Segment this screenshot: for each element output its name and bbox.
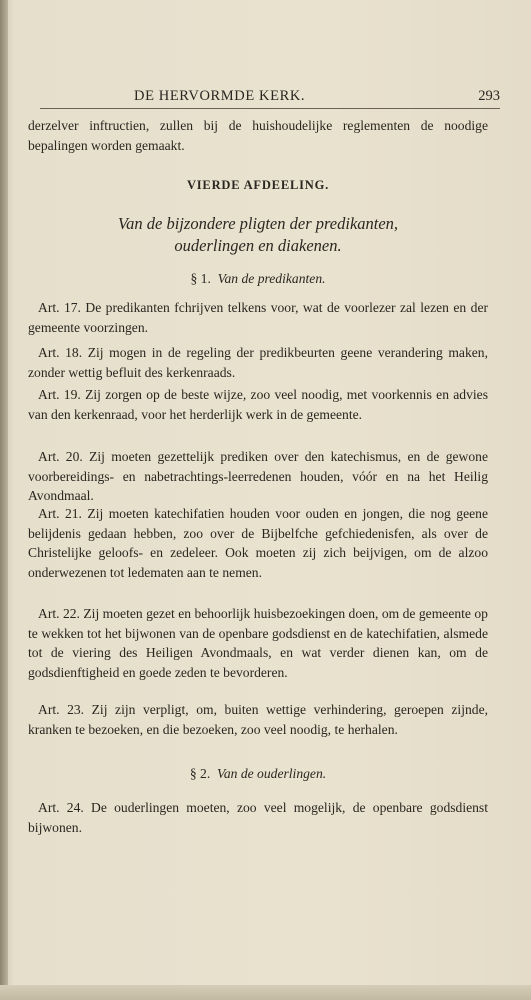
article: [28, 604, 488, 682]
article-number: Art. 20.: [38, 449, 90, 464]
page-gutter-shadow: [0, 0, 8, 1000]
article: [28, 343, 488, 382]
article-number: Art. 21.: [38, 506, 88, 521]
article-text: Zij mogen in de regeling der predikbeurten geene verandering maken, zonder wettig befluit des kerkenraads.: [28, 345, 488, 380]
paragraph-number: § 1.: [190, 271, 211, 286]
article: [28, 447, 488, 506]
page-number: 293: [478, 88, 500, 104]
article: [28, 298, 488, 337]
page-bottom-edge: [0, 985, 531, 1000]
section-title-line-1: Van de bijzondere pligten der predikanten,: [117, 214, 399, 233]
article-number: Art. 17.: [38, 300, 86, 315]
running-head-title: DE HERVORMDE KERK.: [134, 88, 306, 104]
article-text: Zij moeten gezet en behoorlijk huisbezoekingen doen, om de gemeente op te wekken tot het bijwonen van de openbare godsdienst en de katechifatien, alsmede tot de viering des Heiligen Avondmaals, en wat verder dienen kan, om de godsdienftigheid en goede zeden te bevorderen.: [28, 606, 488, 680]
article-text: Zij zorgen op de beste wijze, zoo veel noodig, met voorkennis en advies van den kerkenraad, voor het herderlijk werk in de gemeente.: [28, 387, 488, 422]
article-number: Art. 24.: [38, 800, 92, 815]
section-title-line-2: ouderlingen en diakenen.: [174, 236, 342, 255]
paragraph-heading-1: [28, 271, 488, 287]
article: [28, 798, 488, 837]
article-text: De ouderlingen moeten, zoo veel mogelijk, de openbare godsdienst bijwonen.: [28, 800, 488, 835]
article: [28, 700, 488, 739]
article-text: Zij moeten katechifatien houden voor ouden en jongen, die nog geene belijdenis gedaan hebben, zoo over de Bijbelfche gefchiedenisfen, als over de Christelijke geloofs- en zedeleer. Ook moeten zij zich beijvigen, om de alzoo onderwezenen tot ledematen aan te nemen.: [28, 506, 488, 580]
article: [28, 504, 488, 582]
article-number: Art. 19.: [38, 387, 86, 402]
paragraph-title: Van de ouderlingen.: [217, 766, 327, 781]
section-heading: VIERDE AFDEELING.: [186, 178, 330, 192]
intro-text: derzelver inftructien, zullen bij de huishoudelijke reglementen de noodige bepalingen worden gemaakt.: [28, 118, 488, 153]
running-head: [40, 88, 500, 109]
article-number: Art. 22.: [38, 606, 84, 621]
paragraph-title: Van de predikanten.: [217, 271, 326, 286]
article-text: Zij zijn verpligt, om, buiten wettige verhindering, geroepen zijnde, kranken te bezoeken, en die bezoeken, zoo veel noodig, te herhalen.: [28, 702, 488, 737]
article-text: Zij moeten gezettelijk prediken over den katechismus, en de gewone voorbereidings- en nabetrachtings-leerredenen houden, vóór en na het Heilig Avondmaal.: [28, 449, 488, 504]
article-text: De predikanten fchrijven telkens voor, wat de voorlezer zal lezen en der gemeente voorzingen.: [28, 300, 488, 335]
article-number: Art. 18.: [38, 345, 88, 360]
paragraph-heading-2: [28, 766, 488, 782]
article: [28, 385, 488, 424]
article-number: Art. 23.: [38, 702, 92, 717]
paragraph-number: § 2.: [189, 766, 211, 781]
